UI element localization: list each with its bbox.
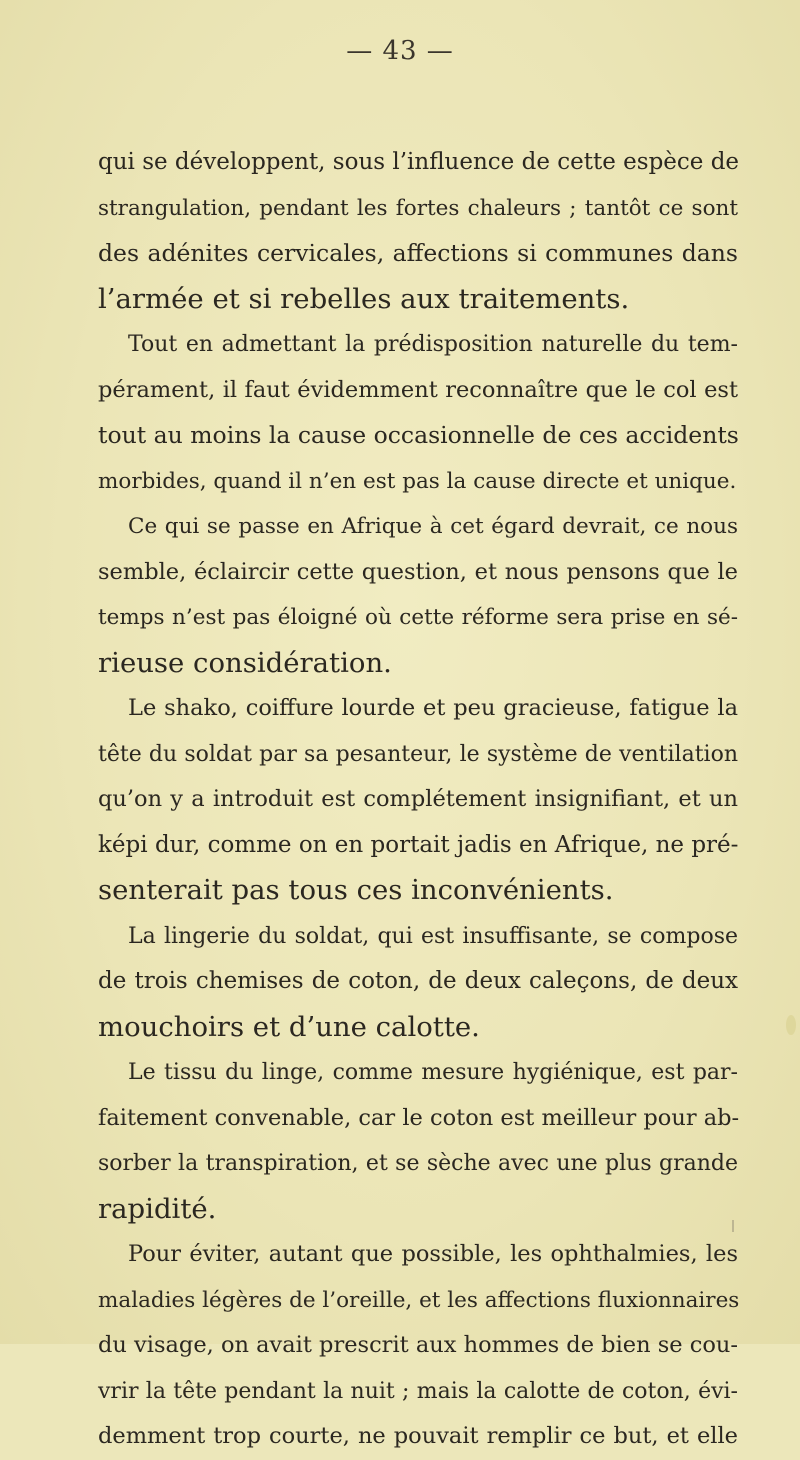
text-line: Pour éviter, autant que possible, les ophthalmies, les: [128, 1241, 738, 1267]
text-line: La lingerie du soldat, qui est insuffisante, se compose: [128, 923, 738, 949]
text-line: demment trop courte, ne pouvait remplir ce but, et elle: [98, 1423, 738, 1449]
text-line: Ce qui se passe en Afrique à cet égard devrait, ce nous: [128, 514, 738, 539]
page-number: — 43 —: [346, 36, 454, 66]
text-line: tout au moins la cause occasionnelle de ces accidents: [98, 421, 739, 449]
text-line: sorber la transpiration, et se sèche avec une plus grande: [98, 1151, 738, 1176]
text-line: strangulation, pendant les fortes chaleurs ; tantôt ce sont: [98, 195, 738, 221]
text-line: Le tissu du linge, comme mesure hygiénique, est par-: [128, 1060, 738, 1085]
text-line: Tout en admettant la prédisposition naturelle du tem-: [128, 332, 738, 357]
text-line: faitement convenable, car le coton est meilleur pour ab-: [98, 1104, 740, 1131]
text-line: rieuse considération.: [98, 646, 392, 679]
text-line: maladies légères de l’oreille, et les affections fluxionnaires: [98, 1287, 740, 1313]
text-line: mouchoirs et d’une calotte.: [98, 1010, 480, 1043]
text-line: vrir la tête pendant la nuit ; mais la calotte de coton, évi-: [98, 1378, 738, 1404]
text-line: l’armée et si rebelles aux traitements.: [98, 282, 630, 315]
text-line: tête du soldat par sa pesanteur, le système de ventilation: [98, 741, 738, 767]
paper-speck: [732, 1220, 734, 1232]
text-line: senterait pas tous ces inconvénients.: [98, 874, 614, 906]
text-line: morbides, quand il n’en est pas la cause directe et unique.: [98, 468, 737, 494]
text-line: rapidité.: [98, 1192, 217, 1225]
text-line: de trois chemises de coton, de deux caleçons, de deux: [98, 968, 738, 994]
text-line: pérament, il faut évidemment reconnaître que le col est: [98, 376, 738, 403]
text-line: temps n’est pas éloigné où cette réforme sera prise en sé-: [98, 605, 738, 630]
text-line: qui se développent, sous l’influence de cette espèce de: [98, 149, 740, 175]
text-line: semble, éclaircir cette question, et nous pensons que le: [98, 558, 738, 585]
text-line: Le shako, coiffure lourde et peu gracieuse, fatigue la: [128, 695, 738, 721]
text-line: qu’on y a introduit est complétement insignifiant, et un: [98, 786, 738, 812]
paper-stain: [786, 1015, 796, 1035]
text-line: du visage, on avait prescrit aux hommes de bien se cou-: [98, 1332, 738, 1358]
text-line: képi dur, comme on en portait jadis en Afrique, ne pré-: [98, 831, 739, 858]
text-line: des adénites cervicales, affections si communes dans: [98, 239, 738, 267]
body-text: [98, 140, 738, 1460]
